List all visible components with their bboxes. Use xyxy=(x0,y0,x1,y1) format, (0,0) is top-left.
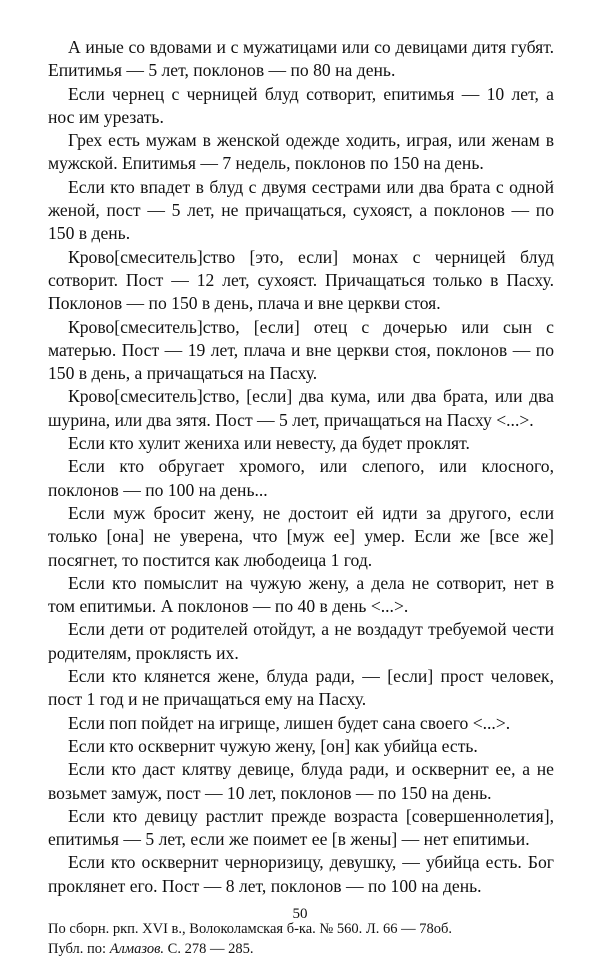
source-line-publication xyxy=(48,939,554,959)
paragraph: Грех есть мужам в женской одежде ходить, играя, или женам в мужской. Епитимья — 7 недель, поклонов по 150 на день. xyxy=(48,130,554,174)
paragraph: А иные со вдовами и с мужатицами или со девицами дитя губят. Епитимья — 5 лет, поклонов — по 80 на день. xyxy=(48,37,554,81)
paragraph: Если поп пойдет на игрище, лишен будет сана своего <...>. xyxy=(68,712,511,733)
paragraph: Если кто хулит жениха или невесту, да будет проклят. xyxy=(68,433,470,454)
paragraph: Если кто девицу растлит прежде возраста [совершеннолетия], епитимья — 5 лет, если же поимет ее [в жены] — нет епитимьи. xyxy=(48,805,554,850)
paragraph: Если кто обругает хромого, или слепого, или клосного, поклонов — по 100 на день... xyxy=(48,456,554,500)
paragraph: Если кто помыслит на чужую жену, а дела не сотворит, нет в том епитимьи. А поклонов — по 40 в день <...>. xyxy=(48,572,554,617)
paragraph: Если муж бросит жену, не достоит ей идти за другого, если только [она] не уверена, что [муж ее] умер. Если же [все же] посягнет, то постится как любодеица 1 год. xyxy=(48,502,554,570)
main-text xyxy=(48,36,554,898)
source-note xyxy=(48,919,554,959)
source-prefix: Публ. по: xyxy=(48,940,110,957)
paragraph: Если кто осквернит чужую жену, [он] как убийца есть. xyxy=(68,735,478,756)
page-number: 50 xyxy=(292,906,308,922)
paragraph: Если кто осквернит черноризицу, девушку, — убийца есть. Бог проклянет его. Пост — 8 лет, поклонов — по 100 на день. xyxy=(48,852,554,896)
paragraph: Крово[смеситель]ство, [если] отец с дочерью или сын с матерью. Пост — 19 лет, плача и вне церкви стоя, поклонов — по 150 в день, а причащаться на Пасху. xyxy=(48,316,554,384)
source-author: Алмазов. xyxy=(109,940,165,957)
paragraph: Крово[смеситель]ство [это, если] монах с черницей блуд сотворит. Пост — 12 лет, сухояст. Причащаться только в Пасху. Поклонов — по 150 в день, плача и вне церкви стоя. xyxy=(48,246,554,314)
page-content xyxy=(48,36,554,959)
paragraph: Если кто впадет в блуд с двумя сестрами или два брата с одной женой, пост — 5 лет, не причащаться, сухояст, а поклонов — по 150 в день. xyxy=(48,176,554,244)
source-pages: С. 278 — 285. xyxy=(164,940,254,957)
source-line-manuscript: По сборн. ркп. XVI в., Волоколамская б-ка. № 560. Л. 66 — 78об. xyxy=(48,920,452,937)
paragraph: Если кто даст клятву девице, блуда ради, и осквернит ее, а не возьмет замуж, пост — 10 лет, поклонов — по 150 на день. xyxy=(48,759,554,803)
paragraph: Крово[смеситель]ство, [если] два кума, или два брата, или два шурина, или два зятя. Пост — 5 лет, причащаться на Пасху <...>. xyxy=(48,386,554,430)
paragraph: Если чернец с черницей блуд сотворит, епитимья — 10 лет, а нос им урезать. xyxy=(48,83,554,127)
paragraph: Если дети от родителей отойдут, а не воздадут требуемой чести родителям, проклясть их. xyxy=(48,619,554,663)
paragraph: Если кто клянется жене, блуда ради, — [если] прост человек, пост 1 год и не причащаться ему на Пасху. xyxy=(48,666,554,710)
